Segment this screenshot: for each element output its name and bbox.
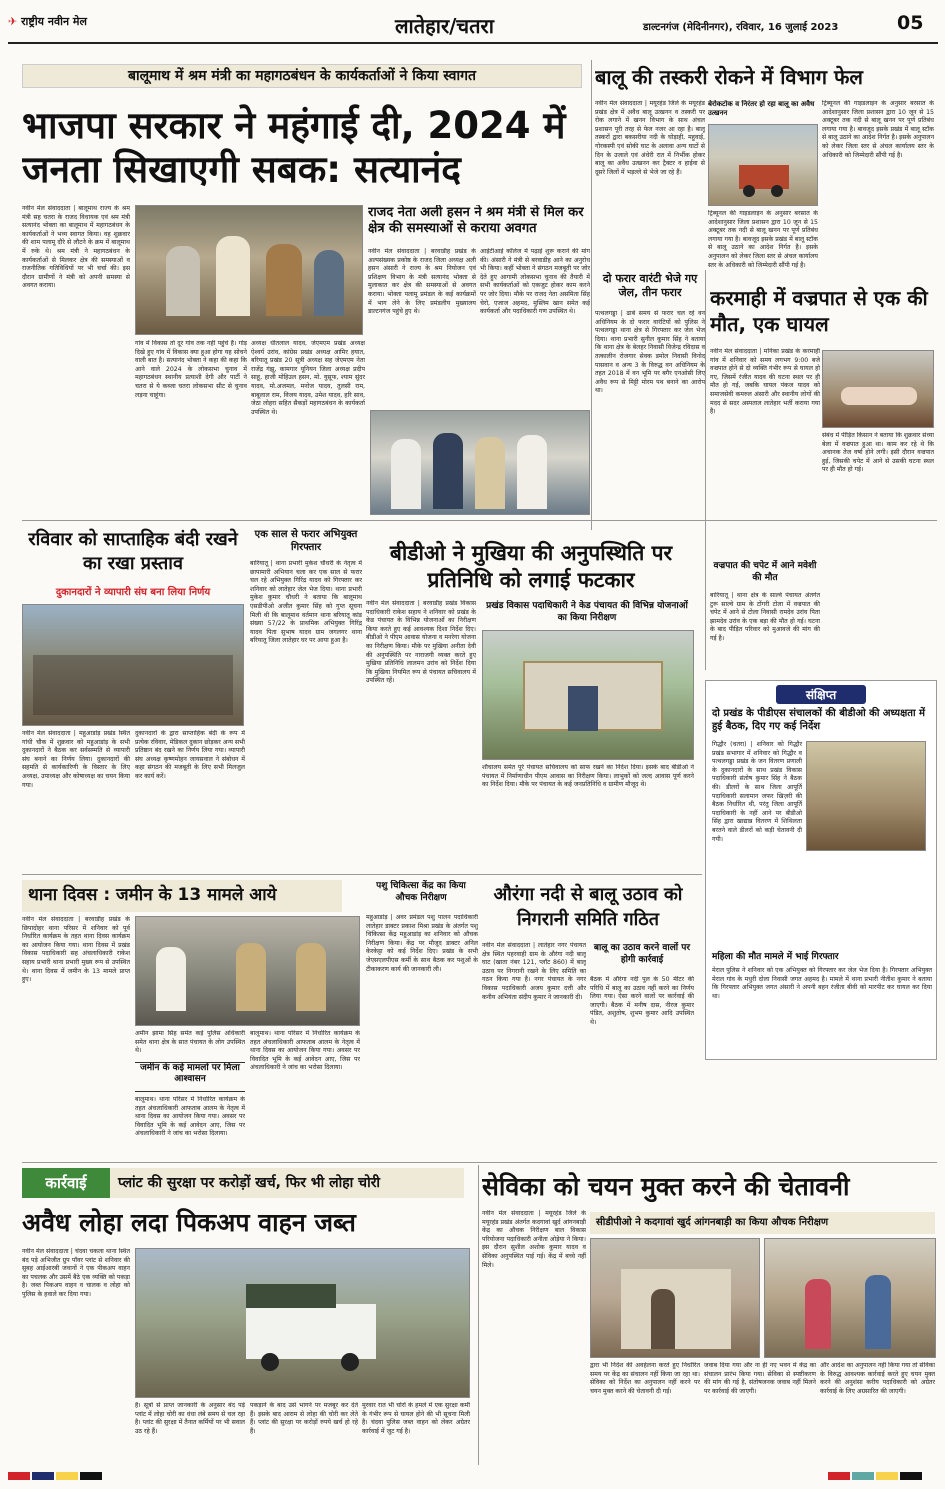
brief-sub-headline: महिला की मौत मामले में भाई गिरफ्तार	[712, 952, 839, 962]
a13-photo	[135, 1248, 470, 1398]
a13-headline: अवैध लोहा लदा पिकअप वाहन जब्त	[22, 1208, 356, 1237]
a7-body-col2: दुकानदारों के द्वारा साप्ताहिक बंदी के रूप में प्रत्येक रविवार, मेडिकल दुकान छोड़कर अन्य सभी प्रतिष्ठान बंद रखने का निर्णय लिया गया। व्यापारी संघ अध्यक्ष कृष्णमोहन जायसवाल ने संबोधन में कहा संगठन की मजबूती के लिए सभी मिलजुल कर कार्य करें।	[135, 730, 245, 780]
section-rule	[22, 1162, 937, 1163]
a3-body-col3: ट्रिब्यूनल की गाइडलाइन के अनुसार बरसात के आदेशानुसार जिला प्रशासन द्वारा 10 जून से 15 अक्टूबर तक नदी से बालू खनन पर पूर्ण प्रतिबंध लगाया गया है। बावजूद इसके प्रखंड में बालू स्टॉक से बालू उठाने का आदेश निर्गत है। इसके अनुपालन को लेकर जिला स्तर से अंचल कार्यालय स्तर के अधिकारी को जिम्मेदारी सौंपी गई है।	[822, 100, 934, 159]
a8-headline: एक साल से फरार अभियुक्त गिरफ्तार	[254, 529, 358, 553]
a9-body: नवीन मेल संवाददाता | बरवाडीह प्रखंड विकास पदाधिकारी राकेश सहाय ने शनिवार को प्रखंड के केड पंचायत के विभिन्न योजनाओं का निरीक्षण किया करते हुए कई आवश्यक दिशा निर्देश दिए। बीडीओ ने पीएम आवास योजना व मनरेगा योजना का निरीक्षण किया। मौके पर मुखिया अनीता देवी की अनुपस्थिति पर नाराजगी व्यक्त करते हुए मुखिया प्रतिनिधि लालमन उरांव को निर्देश दिया कि मुखिया नियमित रूप से पंचायत सचिवालय में उपस्थित रहें।	[366, 600, 476, 685]
karvai-label: कार्रवाई	[22, 1168, 110, 1198]
swatch	[32, 1472, 54, 1480]
a5-body-col1: नवीन मेल संवाददाता | मनिका प्रखंड के करमाही गांव में शनिवार को समय लगभग 9:00 बजे वज्रपात होने से दो व्यक्ति गंभीर रूप से घायल हो गए, जिसमें रंजीत यादव की घटना स्थल पर ही मौत हो गई, जबकि घायल पंकज यादव को समाजसेवी कमरुल अंसारी और स्थानीय लोगों की मदद से सदर अस्पताल लातेहार भर्ती कराया गया है।	[710, 348, 820, 416]
karvai-band	[22, 1168, 464, 1198]
dateline: डाल्टनगंज (मेदिनीनगर), रविवार, 16 जुलाई 2023	[643, 22, 839, 33]
a10-inset: जमीन के कई मामलों पर मिला आश्वासन	[135, 1062, 245, 1092]
a9-headline: बीडीओ ने मुखिया की अनुपस्थिति पर प्रतिनिधि को लगाई फटकार	[389, 541, 673, 592]
lead-body-col3: अध्यक्ष धीतलाल यादव, जेएमएम प्रखंड अध्यक्ष ऐश्वर्य उरांव, कांग्रेस प्रखंड अध्यक्ष आमिर हयात, बरियातू प्रखंड 20 सूत्री अध्यक्ष सह जेएमएम नेता राजेंद्र गंझू, कामगार यूनियन जिला अध्यक्ष प्रदीप साहू, हाजी मोहिउल हसन, मो. युसूफ, श्याम सुंदर यादव, मो.अजमल, मनोज यादव, तुलसी राम, बाबूलाल राम, विजय यादव, उमेश यादव, हरि साव, जेठा लोहरा सहित सैकड़ों महागठबंधन के कार्यकर्ता उपस्थित थे।	[251, 340, 365, 416]
section-title: लातेहार/चतरा	[395, 14, 494, 38]
a10-body-col3: बालूमाथ। थाना परिसर में निर्धारित कार्यक्रम के तहत अंचलाधिकारी आफताब आलम के नेतृत्व में थाना दिवस का आयोजन किया गया। अवसर पर विवादित भूमि के कई आवेदन आए, जिस पर अंचलाधिकारी ने जांच का भरोसा दिलाया।	[250, 1030, 360, 1072]
karvai-kicker: प्लांट की सुरक्षा पर करोड़ों खर्च, फिर भी लोहा चोरी	[118, 1175, 381, 1191]
a3-headline: बालू की तस्करी रोकने में विभाग फेल	[595, 65, 863, 89]
masthead	[0, 0, 945, 44]
a8-body: बारियातू | थाना प्रभारी मुकेश चौधरी के नेतृत्व में छापामारी अभियान चला कर एक साल से फरार चल रहे अभियुक्त गिरिंद्र यादव को गिरफ्तार कर शनिवार को लातेहार जेल भेज दिया। थाना प्रभारी मुकेश कुमार चौधरी ने बताया कि बालूमाथ एसडीपीओ अजीत कुमार सिंह को गुप्त सूचना मिली थी कि बालूमाथ वर्तमान थाना बरियातू कांड संख्या 57/22 के प्राथमिक अभियुक्त गिरिंद्र यादव पिता सुभाष यादव ग्राम जगलगर थाना बरियातू जिला लातेहार घर पर आया हुआ है।	[250, 560, 362, 645]
a10-caption: अमीन झामा सिंह समेत कई पुलिस अधिकारी समेत थाना क्षेत्र के सात पंचायत के लोग उपस्थित थे।	[135, 1030, 245, 1055]
bird-icon: ✈	[8, 15, 18, 28]
a5-photo	[822, 350, 934, 428]
swatch	[852, 1472, 874, 1480]
a14-headline: सेविका को चयन मुक्त करने की चेतावनी	[482, 1172, 850, 1201]
a9-sub: प्रखंड विकास पदाधिकारी ने केड पंचायत की विभिन्न योजनाओं का किया निरीक्षण	[486, 601, 688, 623]
swatch	[828, 1472, 850, 1480]
a3-body-col2: ट्रिब्यूनल की गाइडलाइन के अनुसार बरसात के आदेशानुसार जिला प्रशासन द्वारा 10 जून से 15 अक्टूबर तक नदी से बालू खनन पर पूर्ण प्रतिबंध लगाया गया है। बावजूद इसके प्रखंड में बालू स्टॉक से बालू उठाने का आदेश निर्गत है। इसके अनुपालन को लेकर जिला स्तर से अंचल कार्यालय स्तर के अधिकारी को जिम्मेदारी सौंपी गई है।	[708, 210, 818, 268]
a14-body-col2: द्वारा भी निर्देश की अवहेलना करते हुए निर्धारित समय पर केंद्र का संचालन नहीं किया जा रहा था। सेविका को निर्देश का अनुपालन नहीं करने पर चयन मुक्त करने की चेतावनी दी गई।	[590, 1362, 700, 1395]
column-rule	[478, 1165, 479, 1465]
a14-body-col1: नवीन मेल संवाददाता | मयूरहंड जिले के मयूरहंड प्रखंड अंतर्गत कदगावां खुर्द आंगनबाड़ी केंद्र का औचक निरीक्षण बाल विकास परियोजना पदाधिकारी अनीता ओड़ेया ने किया। इस दौरान सुशील अशोक कुमार यादव व सेविका अनुपस्थित पाई गई। केंद्र में बच्चे नहीं मिले।	[482, 1210, 586, 1269]
a6-body: बारियातू | थाना क्षेत्र के साल्वे पंचायत अंतर्गत टुरू साल्वे ग्राम के टोंगरी टोला में वज्रपात की चपेट में आने से टोला निवासी रामदेव उरांव पिता झामदेव उरांव के एक बड़ा की मौत हो गई। घटना के बाद पीड़ित परिवार को मुआवजे की मांग की गई है।	[710, 592, 820, 642]
registration-bar	[8, 1472, 938, 1484]
a14-body-col3: जवाब दिया गया और ना ही नए भवन में केंद्र का संचालन प्रारंभ किया गया। सेविका से स्पष्टीकरण की मांग की गई है, संतोषजनक जवाब नहीं मिलने पर कार्रवाई की जाएगी।	[704, 1362, 816, 1395]
a3-photo-caption: बेरोकटोक व निरंतर हो रहा बालू का अवैध उत्खनन	[708, 100, 815, 117]
a2-photo	[370, 410, 590, 515]
a3-photo	[708, 124, 818, 206]
a14-deck-band: सीडीपीओ ने कदगावां खुर्द आंगनबाड़ी का किया औचक निरीक्षण	[590, 1212, 935, 1234]
a5-headline: करमाही में वज्रपात से एक की मौत, एक घायल	[710, 286, 928, 336]
brand-logo: ✈ राष्ट्रीय नवीन मेल	[8, 15, 87, 28]
section-rule	[22, 520, 937, 521]
lead-kicker: बालूमाथ में श्रम मंत्री का महागठबंधन के कार्यकर्ताओं ने किया स्वागत	[22, 64, 582, 88]
a7-headline: रविवार को साप्ताहिक बंदी रखने का रखा प्रस्ताव	[28, 529, 238, 574]
a11-headline: पशु चिकित्सा केंद्र का किया औचक निरीक्षण	[376, 881, 466, 903]
brief-label: संक्षिप्त	[776, 685, 866, 704]
page-number: 05	[897, 12, 924, 34]
a10-photo	[135, 916, 360, 1026]
a12-body-col1: नवीन मेल संवाददाता | लातेहार नगर पंचायत क्षेत्र स्थित पहरवाही ग्राम के औरंगा नदी बालू घाट (खाता नंबर 121, प्लॉट 860) में बालू उठाव पर निगरानी रखने के लिए समिति का गठन किया गया है। नगर पंचायत के नगर विकास पदाधिकारी अजय कुमार दत्ती और कनीय अभियंता संदीप कुमार ने जानकारी दी।	[482, 942, 586, 1001]
a2-body-col1: नवीन मेल संवाददाता | बरवाडीह प्रखंड के अल्पसंख्यक प्रकोष्ठ के राजद जिला अध्यक्ष अली हसन अंसारी ने राज्य के श्रम नियोजन एवं प्रशिक्षण विभाग के मंत्री सत्यानंद भोक्ता से मुलाकात कर क्षेत्र की समस्याओं से अवगत कराया। भोक्ता पलामू प्रमंडल के कई कार्यक्रमों में भाग लेने के लिए प्रमंडलीय मुख्यालय डाल्टनगंज पहुंचे हुए थे।	[368, 248, 476, 316]
brief-body: गिद्धौर (चतरा) | शनिवार को गिद्धौर प्रखंड सभागार में शनिवार को गिद्धौर व पत्थलगड्डा प्रखंड के जन वितरण प्रणाली के दुकानदारों के साथ प्रखंड विकास पदाधिकारी संतोष कुमार सिंह ने बैठक की। डीलरों के साथ जिला आपूर्ति पदाधिकारी सलामान जफर खिज़री की बैठक निर्धारित थी, परंतु जिला आपूर्ति पदाधिकारी के नहीं आने पर बीडीओ सिंह द्वारा खाद्यान्न वितरण में शिथिलता बरतने वाले डीलरों को कड़ी चेतावनी दी गयी।	[712, 741, 802, 843]
swatch	[900, 1472, 922, 1480]
brief-headline: दो प्रखंड के पीडीएस संचालकों की बीडीओ की अध्यक्षता में हुई बैठक, दिए गए कई निर्देश	[712, 708, 926, 732]
lead-headline: भाजपा सरकार ने महंगाई दी, 2024 में जनता सिखाएगी सबक: सत्यानंद	[22, 104, 566, 191]
a7-body-col1: नवीन मेल संवाददाता | महुआडांड़ प्रखंड स्थित गांधी चौक में शुक्रवार को महुआडांड़ के सभी दुकानदारों ने बैठक कर सर्वसम्मति से व्यापारी संघ बनाने का निर्णय लिया। दुकानदारों की सहमति से कार्यकारिणी के विस्तार के लिए अध्यक्ष, उपाध्यक्ष और कोषाध्यक्ष का चयन किया गया।	[22, 730, 130, 789]
a14-body-col4: और आदेश का अनुपालन नहीं किया गया तो सेविका के विरुद्ध आवश्यक कार्रवाई करते हुए चयन मुक्त करने की अनुशंसा करीय पदाधिकारी को अग्रेतर कार्रवाई के लिए अग्रसारित की जाएगी।	[820, 1362, 935, 1395]
a10-body-col1: नवीन मेल संवाददाता | बरवाडीह प्रखंड के छिपादोहर थाना परिसर में शनिवार को पूर्व निर्धारित कार्यक्रम के तहत थाना दिवस कार्यक्रम का आयोजन किया गया। थाना दिवस में प्रखंड विकास पदाधिकारी सह अंचलाधिकारी राकेश सहाय प्रभारी थाना प्रभारी मुख्य रूप से उपस्थित थे। थाना दिवस में जमीन के 13 मामले प्राप्त हुए।	[22, 916, 130, 984]
a13-body-col3: पकड़ाने के बाद उसे भागने पर मजबूर कर देते हैं। इसके बाद आराम से लोहा की चोरी कर लेते हैं। प्लांट की सुरक्षा पर करोड़ों रुपये खर्च हो रहे हैं।	[250, 1402, 358, 1435]
swatch	[80, 1472, 102, 1480]
a14-photo-1	[590, 1238, 760, 1358]
section-rule	[22, 874, 702, 875]
a10-body-col2: बालूमाथ। थाना परिसर में निर्धारित कार्यक्रम के तहत अंचलाधिकारी आफताब आलम के नेतृत्व में थाना दिवस का आयोजन किया गया। अवसर पर विवादित भूमि के कई आवेदन आए, जिस पर अंचलाधिकारी ने जांच का भरोसा दिलाया।	[135, 1096, 245, 1138]
a9-photo	[482, 630, 694, 760]
brief-box	[705, 680, 937, 1060]
brief-sub-body: मेराल पुलिस ने शनिवार को एक अभियुक्त को गिरफ्तार कर जेल भेज दिया है। गिरफ्तार अभियुक्त मेराल गांव के मधुरी दोला निवासी जगत अहमद है। मामले में थाना प्रभारी नीतीश कुमार ने बताया कि गिरफ्तार अभियुक्त जगत अंसारी ने अपनी बहन रंजीता बीवी को मारपीट कर घायल कर दिया था।	[712, 967, 932, 1000]
brief-photo	[806, 741, 926, 851]
a4-headline: दो फरार वारंटी भेजे गए जेल, तीन फरार	[602, 272, 698, 299]
a12-body-col2: बैठक में औरंगा नदी पुल के 50 मीटर की परिधि में बालू का उठाव नहीं करने का निर्णय लिया गया। ऐसा करने वालों पर कार्रवाई की जाएगी। बैठक में मनीष दास, नीरज कुमार पंडित, अशुतोष, शुभम कुमार आदि उपस्थित थे।	[590, 976, 694, 1026]
masthead-rule	[8, 42, 938, 44]
a2-body-col2: आईटीआई कॉलेज में पढ़ाई शुरू कराने की मांग की। अंसारी ने मंत्री से बरवाडीह आने का अनुरोध भी किया। कहीं भोक्ता ने संगठन मजबूती पर जोर देते हुए आगामी लोकसभा चुनाव की तैयारी में सभी कार्यकर्ताओं को एकजुट होकर काम करने पर जोर दिया। मौके पर राजद नेता असमिता सिंह चेरो, एजाज अहमद, मुस्लिम खान समेत कई कार्यकर्ता और पदाधिकारी गण उपस्थित थे।	[480, 248, 590, 316]
a4-body: पत्थलगड्डा | ढाबे समय से फरार चल रहे वन अधिनियम के दो फरार वारंटियों को पुलिस ने पत्थलगड्डा थाना क्षेत्र से गिरफ्तार कर जेल भेज दिया। थाना प्रभारी सुनील कुमार सिंह ने बताया कि थाना क्षेत्र के बेलहर निवासी विजेन्द्र रविदास व तत्कालीन रोजगार सेवक डमोल निवासी विनोद पासवान व अन्य 3 के विरुद्ध वन अधिनियम के तहत 2018 में वन भूमि पर बगैर एनओसी लिए अवैध रूप से मिट्टी मोरम पथ बनाने का आरोप था।	[595, 310, 705, 395]
column-rule	[705, 270, 706, 670]
a5-body-col2: संबंध में पीड़ित किसान ने बताया कि शुक्रवार संध्या बेला में वज्रपात हुआ था। काम कर रहे थे कि अचानक तेज वर्षा होने लगी। इसी दौरान वज्रपात हुई, जिसकी चपेट में आने से उसकी घटना स्थल पर ही मौत हो गई।	[822, 432, 934, 474]
a12-headline: औरंगा नदी से बालू उठाव को निगरानी समिति गठित	[493, 884, 683, 930]
a13-body-col1: नवीन मेल संवाददाता | चंदवा चकला थाना स्थित बंद पड़े अभिजीत ग्रुप पॉवर प्लांट से शनिवार की सुबह आईआरबी जवानों ने एक पीकअप वाहन का पचलक और उसमें बैठे एक व्यक्ति को पकड़ा है। जब्त पिकअप वाहन व चालक व लोहा को पुलिस के हवाले कर दिया गया।	[22, 1248, 130, 1298]
lead-body-col1: नवीन मेल संवाददाता | बालूमाथ राज्य के श्रम मंत्री सह चतरा के राजद विधायक एवं श्रम मंत्री सत्यानंद भोक्ता का बालूमाथ में महागठबंधन के कार्यकर्ताओं ने भव्य स्वागत किया। वह शुक्रवार की शाम पलामू दौरे से लौटने के क्रम में बालूमाथ में रुके थे। श्रम मंत्री ने महागठबंधन के कार्यकर्ताओं से मिलकर क्षेत्र की समस्याओं व राजनीतिक गतिविधियों पर भी चर्चा की। इस दौरान ग्रामीणों ने मंत्री को अपनी समस्या से अवगत कराया।	[22, 205, 130, 290]
a9-body-2: शौचालय समेत पूरे पंचायत सचिवालय को साफ रखने का निर्देश दिया। इसके बाद बीडीओ ने पंचायत में निर्माणाधीन पीएम आवास का निरीक्षण किया। लाभुकों को जल्द आवास पूर्ण करने का निर्देश दिया। मौके पर पंचायत के कई जनप्रतिनिधि व ग्रामीण मौजूद थे।	[482, 764, 694, 789]
a13-body-col2: है। सूत्रों से प्राप्त जानकारी के अनुसार बंद पड़े प्लांट में लोहा चोरी का धंधा लंबे समय से चल रहा है। प्लांट की सुरक्षा में तैनात कर्मियों पर भी सवाल उठ रहे हैं।	[135, 1402, 245, 1435]
a14-photo-2	[764, 1238, 936, 1358]
a12-inset: बालू का उठाव करने वालों पर होगी कार्रवाई	[593, 943, 691, 965]
a10-headline-band: थाना दिवस : जमीन के 13 मामले आये	[22, 880, 342, 912]
column-rule	[591, 60, 592, 530]
lead-body-col2: गांव में विकास तो दूर गांव तक नहीं पहुंचे हैं। गोड़ दिखे हुए गांव में विकास क्या हुआ होगा यह सोचने वाली बात है। सत्यानंद भोक्ता ने कहा की कहा कि आने वाले 2024 के लोकसभा चुनाव में महागठबंधन स्थानीय प्रत्याशी देगी और पार्टी ने चतरा से ये कब्जा चतरा लोकसभा सीट से चुनाव लड़ना चाहूंगा।	[135, 340, 247, 399]
a2-headline: राजद नेता अली हसन ने श्रम मंत्री से मिल कर क्षेत्र की समस्याओं से कराया अवगत	[368, 205, 584, 236]
a7-deck: दुकानदारों ने व्यापारी संघ बना लिया निर्णय	[55, 587, 211, 598]
swatch	[876, 1472, 898, 1480]
a7-photo	[22, 604, 244, 726]
a3-body-col1: नवीन मेल संवाददाता | मयूरहंड जिले के मयूरहंड प्रखंड क्षेत्र में अवैध बालू उत्खनन व तस्करी पर रोक लगाने में खनन विभाग के साथ अंचल प्रशासन पूरी तरह से फेल नजर आ रहा है। बालू तस्करों द्वारा बकसरीया नदी के घोड़ाही, महुवाई, गोरकस्पी एवं सोकी घाट के अलावा अन्य घाटों से दिन के उजाले एवं अंधेरी रात में निर्भीक होकर बालू का अवैध उत्खनन कर ट्रैक्टर व हाईवा से दूसरे जिलों में भड़ल्ले से भेजे जा रहे हैं।	[595, 100, 705, 176]
swatch	[8, 1472, 30, 1480]
a6-headline: वज्रपात की चपेट में आने मवेशी की मौत	[713, 561, 817, 583]
a11-body: महुआडांड़ | अवर प्रमंडल पशु पालन पदाधिकारी लातेहार डाक्टर प्रकाश मिश्रा प्रखंड के अंतर्गत पशु चिकित्सा केंद्र महुआडांड़ का शनिवार को औचक निरीक्षण किया। केंद्र पर मौजूद डाक्टर अनिल केरकेट्टा को कई निर्देश दिए। प्रखंड के सभी जेएसएलपीएस कर्मी के साथ बैठक कर पशुओं के टीकाकरण कार्य की जानकारी ली।	[366, 914, 478, 973]
lead-photo	[135, 205, 363, 335]
a13-body-col4: मुरवार रात भी चोरों के हमले में एक सुरक्षा कर्मी के गंभीर रूप से घायल होने की भी सूचना मिली है। चंदवा पुलिस जब्त वाहन को लेकर अग्रेतर कार्रवाई में जुट गई है।	[362, 1402, 470, 1435]
swatch	[56, 1472, 78, 1480]
